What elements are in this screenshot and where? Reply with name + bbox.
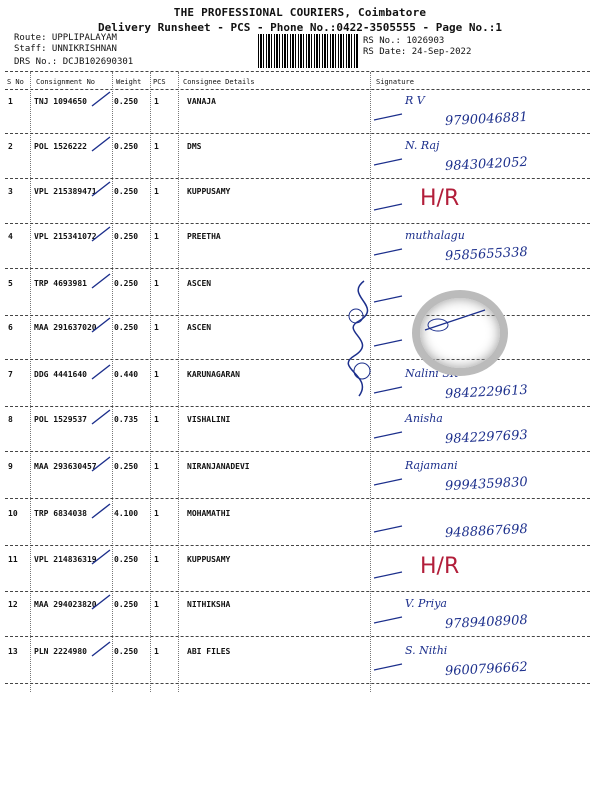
- row-consignee: PREETHA: [187, 232, 221, 241]
- row-consignment-no: PLN 2224980: [34, 647, 87, 656]
- row-consignee: MOHAMATHI: [187, 509, 231, 518]
- row-weight: 0.250: [114, 462, 139, 471]
- signature-stroke: [372, 518, 422, 538]
- table-row: [0, 408, 600, 452]
- col-header-weight: Weight: [116, 78, 142, 86]
- recipient-signature: V. Priya: [405, 597, 447, 610]
- row-weight: 0.440: [114, 370, 139, 379]
- row-consignee: ABI FILES: [187, 647, 231, 656]
- table-row: [0, 180, 600, 224]
- table-row: [0, 272, 600, 316]
- row-divider: [5, 133, 590, 134]
- row-consignee: NITHIKSHA: [187, 600, 231, 609]
- row-consignment-no: POL 1529537: [34, 415, 87, 424]
- signature-stroke: [372, 609, 422, 629]
- recipient-signature: Anisha: [405, 412, 443, 425]
- table-row: [0, 363, 600, 407]
- col-header-consignment: Consignment No: [36, 78, 96, 86]
- table-row: [0, 548, 600, 592]
- row-pcs: 1: [154, 600, 159, 609]
- row-consignment-no: VPL 215341072: [34, 232, 97, 241]
- table-row: [0, 225, 600, 269]
- signature-stroke: [372, 151, 422, 171]
- check-mark-icon: [90, 272, 120, 292]
- row-divider: [5, 223, 590, 224]
- col-header-pcs: PCS: [153, 78, 166, 86]
- row-weight: 0.250: [114, 97, 139, 106]
- row-sno: 10: [8, 509, 18, 518]
- row-divider: [5, 268, 590, 269]
- col-header-signature: Signature: [376, 78, 414, 86]
- row-weight: 0.250: [114, 600, 139, 609]
- row-sno: 4: [8, 232, 13, 241]
- row-weight: 0.250: [114, 647, 139, 656]
- document-subtitle: Delivery Runsheet - PCS - Phone No.:0422-3505555 - Page No.:1: [98, 21, 502, 34]
- check-mark-icon: [90, 316, 120, 336]
- row-sno: 1: [8, 97, 13, 106]
- row-consignee: KUPPUSAMY: [187, 187, 231, 196]
- check-mark-icon: [90, 408, 120, 428]
- signature-scribble: [334, 276, 394, 406]
- header-divider-top: [5, 71, 590, 72]
- signature-stroke: [372, 564, 422, 584]
- recipient-signature: Nalini SK: [405, 367, 459, 380]
- row-consignment-no: VPL 214836319: [34, 555, 97, 564]
- row-consignment-no: TRP 6834038: [34, 509, 87, 518]
- recipient-phone: 9790046881: [444, 109, 529, 130]
- row-pcs: 1: [154, 232, 159, 241]
- row-divider: [5, 683, 590, 684]
- row-divider: [5, 451, 590, 452]
- recipient-phone: 9585655338: [444, 244, 529, 265]
- row-weight: 4.100: [114, 509, 139, 518]
- recipient-phone: 9842297693: [444, 427, 529, 448]
- row-pcs: 1: [154, 509, 159, 518]
- drs-number: DRS No.: DCJB102690301: [14, 57, 134, 67]
- row-pcs: 1: [154, 279, 159, 288]
- row-consignment-no: POL 1526222: [34, 142, 87, 151]
- signature-stroke: [372, 471, 422, 491]
- signature-stroke: [372, 106, 422, 126]
- check-mark-icon: [90, 455, 120, 475]
- col-header-consignee: Consignee Details: [183, 78, 255, 86]
- recipient-phone: 9600796662: [444, 659, 529, 680]
- row-weight: 0.735: [114, 415, 139, 424]
- row-divider: [5, 498, 590, 499]
- row-sno: 3: [8, 187, 13, 196]
- row-pcs: 1: [154, 323, 159, 332]
- row-sno: 7: [8, 370, 13, 379]
- recipient-signature: R V: [405, 94, 425, 107]
- row-divider: [5, 636, 590, 637]
- row-consignee: DMS: [187, 142, 202, 151]
- row-weight: 0.250: [114, 187, 139, 196]
- row-sno: 8: [8, 415, 13, 424]
- rs-date: RS Date: 24-Sep-2022: [363, 47, 472, 57]
- row-pcs: 1: [154, 370, 159, 379]
- row-divider: [5, 178, 590, 179]
- row-sno: 12: [8, 600, 18, 609]
- recipient-phone: 9842229613: [444, 382, 529, 403]
- document-title: THE PROFESSIONAL COURIERS, Coimbatore: [173, 6, 427, 19]
- recipient-signature: muthalagu: [405, 229, 465, 242]
- row-weight: 0.250: [114, 555, 139, 564]
- row-pcs: 1: [154, 415, 159, 424]
- check-mark-icon: [90, 593, 120, 613]
- row-pcs: 1: [154, 462, 159, 471]
- row-sno: 2: [8, 142, 13, 151]
- recipient-signature: N. Raj: [405, 139, 440, 152]
- check-mark-icon: [90, 180, 120, 200]
- row-sno: 11: [8, 555, 18, 564]
- signature-stroke: [372, 241, 422, 261]
- barcode: [258, 34, 358, 68]
- table-row: [0, 316, 600, 360]
- row-sno: 9: [8, 462, 13, 471]
- recipient-phone: 9488867698: [444, 521, 529, 542]
- row-divider: [5, 406, 590, 407]
- row-consignee: VISHALINI: [187, 415, 231, 424]
- check-mark-icon: [90, 135, 120, 155]
- row-consignment-no: MAA 291637020: [34, 323, 97, 332]
- signature-stroke: [372, 196, 422, 216]
- table-row: [0, 502, 600, 546]
- col-header-sno: S No: [7, 78, 24, 86]
- rs-number: RS No.: 1026903: [363, 36, 445, 46]
- row-consignment-no: MAA 294023820: [34, 600, 97, 609]
- row-sno: 13: [8, 647, 18, 656]
- row-divider: [5, 359, 590, 360]
- row-divider: [5, 545, 590, 546]
- staff-label: Staff: UNNIKRISHNAN: [14, 44, 117, 54]
- row-consignee: KARUNAGARAN: [187, 370, 240, 379]
- hr-mark: H/R: [420, 186, 460, 211]
- table-row: [0, 90, 600, 134]
- row-pcs: 1: [154, 555, 159, 564]
- recipient-signature: Rajamani: [405, 459, 458, 472]
- check-mark-icon: [90, 640, 120, 660]
- row-consignment-no: TRP 4693981: [34, 279, 87, 288]
- recipient-signature: S. Nithi: [405, 644, 448, 657]
- check-mark-icon: [90, 90, 120, 110]
- row-pcs: 1: [154, 647, 159, 656]
- row-consignee: VANAJA: [187, 97, 216, 106]
- row-consignee: KUPPUSAMY: [187, 555, 231, 564]
- check-mark-icon: [90, 363, 120, 383]
- recipient-phone: 9994359830: [444, 474, 529, 495]
- recipient-phone: 9789408908: [444, 612, 529, 633]
- row-sno: 5: [8, 279, 13, 288]
- table-row: [0, 135, 600, 179]
- check-mark-icon: [90, 548, 120, 568]
- row-consignment-no: TNJ 1094650: [34, 97, 87, 106]
- row-pcs: 1: [154, 97, 159, 106]
- row-weight: 0.250: [114, 323, 139, 332]
- check-mark-icon: [90, 502, 120, 522]
- row-consignment-no: DDG 4441640: [34, 370, 87, 379]
- table-row: [0, 593, 600, 637]
- route-label: Route: UPPLIPALAYAM: [14, 33, 117, 43]
- recipient-phone: 9843042052: [444, 154, 529, 175]
- row-pcs: 1: [154, 142, 159, 151]
- row-consignment-no: MAA 293630457: [34, 462, 97, 471]
- row-consignee: ASCEN: [187, 323, 212, 332]
- signature-stroke: [372, 424, 422, 444]
- row-divider: [5, 591, 590, 592]
- row-pcs: 1: [154, 187, 159, 196]
- hr-mark: H/R: [420, 554, 460, 579]
- table-row: [0, 455, 600, 499]
- stamp-signature-line: [420, 300, 490, 340]
- table-row: [0, 640, 600, 684]
- row-consignee: ASCEN: [187, 279, 212, 288]
- signature-stroke: [372, 656, 422, 676]
- row-weight: 0.250: [114, 142, 139, 151]
- check-mark-icon: [90, 225, 120, 245]
- row-consignment-no: VPL 215389471: [34, 187, 97, 196]
- row-weight: 0.250: [114, 232, 139, 241]
- row-sno: 6: [8, 323, 13, 332]
- row-consignee: NIRANJANADEVI: [187, 462, 250, 471]
- row-weight: 0.250: [114, 279, 139, 288]
